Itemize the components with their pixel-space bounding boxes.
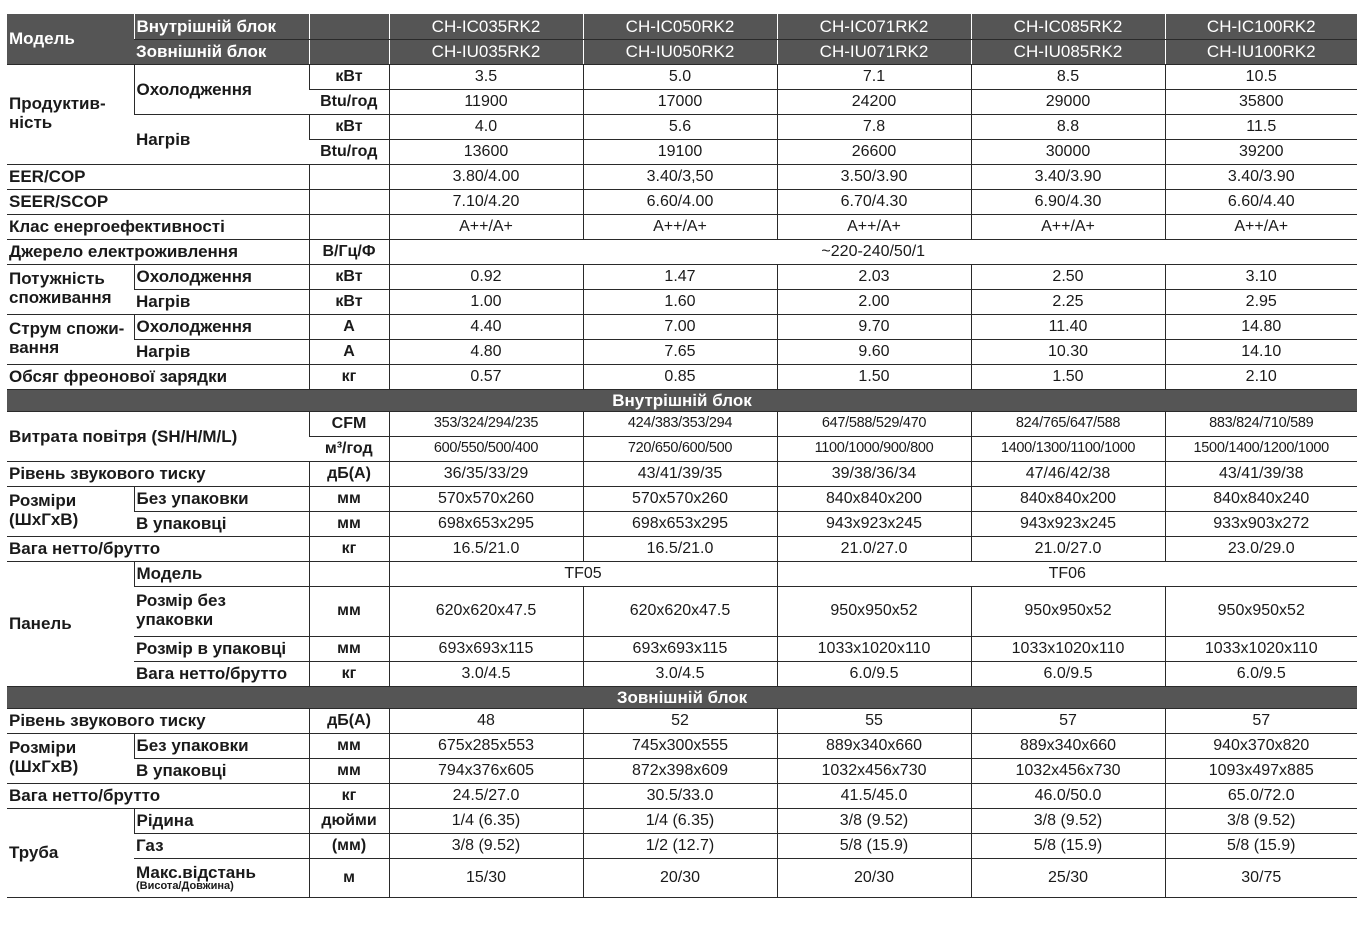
refrigerant-label: Обсяг фреонової зарядки [7, 364, 309, 389]
capacity-cooling-label: Охолодження [134, 64, 309, 114]
cell: 2.10 [1165, 364, 1357, 389]
cell: 5/8 (15.9) [777, 833, 971, 858]
cell: 7.65 [583, 339, 777, 364]
capacity-heating-label: Нагрів [134, 114, 309, 164]
outdoor-weight-label: Вага нетто/брутто [7, 783, 309, 808]
outdoor-noise-label: Рівень звукового тиску [7, 708, 309, 733]
outdoor-noise-row [7, 708, 1357, 733]
sub-label: Охолодження [134, 264, 309, 289]
max-distance-cell [134, 858, 309, 897]
indoor-model: CH-IC100RK2 [1165, 14, 1357, 39]
cell: 698x653x295 [583, 511, 777, 536]
cell: 675x285x553 [389, 733, 583, 758]
sub-label: Вага нетто/брутто [134, 661, 309, 686]
eer-row [7, 164, 1357, 189]
capacity-label: Продуктив-ність [7, 64, 134, 164]
unit: м [309, 858, 389, 897]
indoor-dimensions-label: Розміри (ШхГхВ) [7, 486, 134, 536]
panel-size-unpacked-row [7, 586, 1357, 611]
cell: 2.25 [971, 289, 1165, 314]
sub-label: Нагрів [134, 339, 309, 364]
cell: 1500/1400/1200/1000 [1165, 436, 1357, 461]
cell: 3.50/3.90 [777, 164, 971, 189]
cell: 883/824/710/589 [1165, 411, 1357, 436]
cell: 11900 [389, 89, 583, 114]
cell: 36/35/33/29 [389, 461, 583, 486]
pipe-gas-row [7, 833, 1357, 858]
cell: 9.60 [777, 339, 971, 364]
cell: 11.5 [1165, 114, 1357, 139]
cell: 0.57 [389, 364, 583, 389]
cell: 794x376x605 [389, 758, 583, 783]
unit: мм [309, 486, 389, 511]
cell: 16.5/21.0 [583, 536, 777, 561]
cell: 1032x456x730 [777, 758, 971, 783]
refrigerant-row [7, 364, 1357, 389]
cell: 4.80 [389, 339, 583, 364]
capacity-heating-kw-row [7, 114, 1357, 139]
unit-blank [309, 561, 389, 586]
cell: 8.5 [971, 64, 1165, 89]
cell: 872x398x609 [583, 758, 777, 783]
pipe-max-distance-row [7, 858, 1357, 883]
header-unit-blank [309, 14, 389, 39]
cell: 46.0/50.0 [971, 783, 1165, 808]
sub-label: Розмір без упаковки [134, 586, 309, 636]
max-distance-note: (Висота/Довжина) [136, 879, 234, 892]
unit: кг [309, 783, 389, 808]
cell: 10.5 [1165, 64, 1357, 89]
panel-model-value: TF06 [777, 561, 1357, 586]
cell: 47/46/42/38 [971, 461, 1165, 486]
unit: кВт [309, 264, 389, 289]
panel-size-packed-row [7, 636, 1357, 661]
cell: A++/A+ [583, 214, 777, 239]
header-row-indoor [7, 14, 1357, 39]
cell: 698x653x295 [389, 511, 583, 536]
cell: 1032x456x730 [971, 758, 1165, 783]
cell: 1.47 [583, 264, 777, 289]
cell: 7.1 [777, 64, 971, 89]
cell: 41.5/45.0 [777, 783, 971, 808]
energy-class-row [7, 214, 1357, 239]
indoor-model: CH-IC085RK2 [971, 14, 1165, 39]
spec-table-body [7, 14, 1357, 897]
cell: 10.30 [971, 339, 1165, 364]
cell: 3/8 (9.52) [971, 808, 1165, 833]
indoor-section-row [7, 389, 1357, 411]
cell: A++/A+ [777, 214, 971, 239]
cell: 43/41/39/35 [583, 461, 777, 486]
panel-label: Панель [7, 561, 134, 686]
cell: 1/4 (6.35) [583, 808, 777, 833]
cell: 13600 [389, 139, 583, 164]
cell: 43/41/39/38 [1165, 461, 1357, 486]
outdoor-unit-label: Зовнішній блок [134, 39, 309, 64]
cell: 6.60/4.00 [583, 189, 777, 214]
unit: Btu/год [309, 139, 389, 164]
cell: 1093x497x885 [1165, 758, 1357, 783]
cell: A++/A+ [971, 214, 1165, 239]
cell: 889x340x660 [777, 733, 971, 758]
indoor-weight-row [7, 536, 1357, 561]
power-supply-row [7, 239, 1357, 264]
sub-label: Модель [134, 561, 309, 586]
cell: 1.60 [583, 289, 777, 314]
cell: 3.0/4.5 [389, 661, 583, 686]
airflow-cfm-row [7, 411, 1357, 436]
cell: 6.0/9.5 [1165, 661, 1357, 686]
cell: 943x923x245 [971, 511, 1165, 536]
power-input-heating-row [7, 289, 1357, 314]
indoor-model: CH-IC050RK2 [583, 14, 777, 39]
cell: 29000 [971, 89, 1165, 114]
energy-class-label: Клас енергоефективності [7, 214, 309, 239]
cell: 824/765/647/588 [971, 411, 1165, 436]
cell: 950x950x52 [1165, 586, 1357, 636]
pipe-liquid-row [7, 808, 1357, 833]
capacity-cooling-kw-row [7, 64, 1357, 89]
cell: 39200 [1165, 139, 1357, 164]
cell: 647/588/529/470 [777, 411, 971, 436]
outdoor-section-title: Зовнішній блок [7, 686, 1357, 708]
cell: 5.6 [583, 114, 777, 139]
cell: 6.60/4.40 [1165, 189, 1357, 214]
cell: 16.5/21.0 [389, 536, 583, 561]
outdoor-model: CH-IU035RK2 [389, 39, 583, 64]
cell: 57 [1165, 708, 1357, 733]
cell: 1033x1020x110 [777, 636, 971, 661]
unit: дБ(А) [309, 461, 389, 486]
model-label: Модель [7, 14, 134, 64]
cell: 3.40/3.90 [971, 164, 1165, 189]
outdoor-dim-packed-row [7, 758, 1357, 783]
indoor-model: CH-IC035RK2 [389, 14, 583, 39]
outdoor-model: CH-IU085RK2 [971, 39, 1165, 64]
cell: 6.0/9.5 [971, 661, 1165, 686]
unit: кг [309, 536, 389, 561]
cell: 4.40 [389, 314, 583, 339]
cell: 11.40 [971, 314, 1165, 339]
indoor-dim-unpacked-row [7, 486, 1357, 511]
spec-table [7, 14, 1357, 898]
current-cooling-row [7, 314, 1357, 339]
unit-blank [309, 164, 389, 189]
cell: 14.10 [1165, 339, 1357, 364]
unit: кВт [309, 64, 389, 89]
cell: 6.70/4.30 [777, 189, 971, 214]
cell: 24.5/27.0 [389, 783, 583, 808]
cell: 4.0 [389, 114, 583, 139]
unit: кВт [309, 289, 389, 314]
cell: 940x370x820 [1165, 733, 1357, 758]
unit: мм [309, 586, 389, 636]
cell: 693x693x115 [389, 636, 583, 661]
header-unit-blank [309, 39, 389, 64]
cell: 3.40/3.90 [1165, 164, 1357, 189]
cell: 35800 [1165, 89, 1357, 114]
unit: мм [309, 511, 389, 536]
panel-model-row [7, 561, 1357, 586]
cell: 1033x1020x110 [1165, 636, 1357, 661]
cell: 57 [971, 708, 1165, 733]
cell: 3.40/3,50 [583, 164, 777, 189]
cell: 3.10 [1165, 264, 1357, 289]
cell: 7.00 [583, 314, 777, 339]
cell: 1.50 [777, 364, 971, 389]
indoor-noise-label: Рівень звукового тиску [7, 461, 309, 486]
sub-label: В упаковці [134, 758, 309, 783]
outdoor-model: CH-IU050RK2 [583, 39, 777, 64]
sub-label: Рідина [134, 808, 309, 833]
cell: 25/30 [971, 858, 1165, 897]
cell: 693x693x115 [583, 636, 777, 661]
cell: 2.95 [1165, 289, 1357, 314]
indoor-unit-label: Внутрішній блок [134, 14, 309, 39]
cell: 30000 [971, 139, 1165, 164]
cell: 30/75 [1165, 858, 1357, 897]
cell: 3/8 (9.52) [389, 833, 583, 858]
unit: мм [309, 733, 389, 758]
outdoor-model: CH-IU071RK2 [777, 39, 971, 64]
cell: 600/550/500/400 [389, 436, 583, 461]
cell: 1100/1000/900/800 [777, 436, 971, 461]
sub-label: Без упаковки [134, 733, 309, 758]
unit: дБ(А) [309, 708, 389, 733]
cell: 933x903x272 [1165, 511, 1357, 536]
cell: 7.10/4.20 [389, 189, 583, 214]
sub-label: Охолодження [134, 314, 309, 339]
cell: 5.0 [583, 64, 777, 89]
cell: 3/8 (9.52) [777, 808, 971, 833]
unit: А [309, 314, 389, 339]
unit-blank [309, 189, 389, 214]
cell: 21.0/27.0 [777, 536, 971, 561]
cell: 30.5/33.0 [583, 783, 777, 808]
cell: 840x840x240 [1165, 486, 1357, 511]
cell: 943x923x245 [777, 511, 971, 536]
cell: 48 [389, 708, 583, 733]
unit-blank [309, 214, 389, 239]
cell: 1/4 (6.35) [389, 808, 583, 833]
cell: 0.92 [389, 264, 583, 289]
cell: 39/38/36/34 [777, 461, 971, 486]
unit: мм [309, 636, 389, 661]
unit: А [309, 339, 389, 364]
unit: кг [309, 661, 389, 686]
cell: 3.0/4.5 [583, 661, 777, 686]
outdoor-dimensions-label: Розміри (ШхГхВ) [7, 733, 134, 783]
outdoor-weight-row [7, 783, 1357, 808]
cell: 570x570x260 [389, 486, 583, 511]
cell: 424/383/353/294 [583, 411, 777, 436]
unit: м³/год [309, 436, 389, 461]
panel-weight-row [7, 661, 1357, 686]
cell: 1.50 [971, 364, 1165, 389]
indoor-section-title: Внутрішній блок [7, 389, 1357, 411]
cell: 570x570x260 [583, 486, 777, 511]
power-supply-value: ~220-240/50/1 [389, 239, 1357, 264]
power-input-cooling-row [7, 264, 1357, 289]
unit: (мм) [309, 833, 389, 858]
max-distance-label: Макс.відстань [136, 862, 256, 882]
cell: 620x620x47.5 [389, 586, 583, 636]
cell: 20/30 [777, 858, 971, 897]
cell: 720/650/600/500 [583, 436, 777, 461]
cell: 21.0/27.0 [971, 536, 1165, 561]
cell: 2.50 [971, 264, 1165, 289]
cell: 24200 [777, 89, 971, 114]
unit: мм [309, 758, 389, 783]
cell: 1400/1300/1100/1000 [971, 436, 1165, 461]
cell: 950x950x52 [971, 586, 1165, 636]
cell: 1/2 (12.7) [583, 833, 777, 858]
cell: 889x340x660 [971, 733, 1165, 758]
unit: кг [309, 364, 389, 389]
sub-label: Розмір в упаковці [134, 636, 309, 661]
cell: 745x300x555 [583, 733, 777, 758]
cell: 6.0/9.5 [777, 661, 971, 686]
cell: 1.00 [389, 289, 583, 314]
indoor-noise-row [7, 461, 1357, 486]
header-row-outdoor [7, 39, 1357, 64]
indoor-model: CH-IC071RK2 [777, 14, 971, 39]
eer-label: EER/COP [7, 164, 309, 189]
indoor-dim-packed-row [7, 511, 1357, 536]
cell: 353/324/294/235 [389, 411, 583, 436]
unit: CFM [309, 411, 389, 436]
cell: 14.80 [1165, 314, 1357, 339]
panel-model-value: TF05 [389, 561, 777, 586]
sub-label: Газ [134, 833, 309, 858]
cell: 9.70 [777, 314, 971, 339]
cell: 2.00 [777, 289, 971, 314]
cell: A++/A+ [389, 214, 583, 239]
cell: 0.85 [583, 364, 777, 389]
outdoor-section-row [7, 686, 1357, 708]
cell: 19100 [583, 139, 777, 164]
cell: 840x840x200 [777, 486, 971, 511]
outdoor-model: CH-IU100RK2 [1165, 39, 1357, 64]
cell: A++/A+ [1165, 214, 1357, 239]
outdoor-dim-unpacked-row [7, 733, 1357, 758]
cell: 15/30 [389, 858, 583, 897]
unit: кВт [309, 114, 389, 139]
cell: 3.80/4.00 [389, 164, 583, 189]
cell: 52 [583, 708, 777, 733]
sub-label: В упаковці [134, 511, 309, 536]
cell: 5/8 (15.9) [1165, 833, 1357, 858]
cell: 3.5 [389, 64, 583, 89]
unit: В/Гц/Ф [309, 239, 389, 264]
cell: 17000 [583, 89, 777, 114]
cell: 7.8 [777, 114, 971, 139]
cell: 23.0/29.0 [1165, 536, 1357, 561]
unit: Btu/год [309, 89, 389, 114]
current-heating-row [7, 339, 1357, 364]
cell: 950x950x52 [777, 586, 971, 636]
cell: 2.03 [777, 264, 971, 289]
power-supply-label: Джерело електроживлення [7, 239, 309, 264]
power-input-label: Потужність споживання [7, 264, 134, 314]
airflow-label: Витрата повітря (SH/H/M/L) [7, 411, 309, 461]
sub-label: Без упаковки [134, 486, 309, 511]
unit: дюйми [309, 808, 389, 833]
cell: 6.90/4.30 [971, 189, 1165, 214]
cell: 840x840x200 [971, 486, 1165, 511]
cell: 620x620x47.5 [583, 586, 777, 636]
cell: 26600 [777, 139, 971, 164]
pipe-label: Труба [7, 808, 134, 897]
cell: 3/8 (9.52) [1165, 808, 1357, 833]
indoor-weight-label: Вага нетто/брутто [7, 536, 309, 561]
cell: 1033x1020x110 [971, 636, 1165, 661]
cell: 20/30 [583, 858, 777, 897]
current-label: Струм спожи-вання [7, 314, 134, 364]
cell: 5/8 (15.9) [971, 833, 1165, 858]
cell: 65.0/72.0 [1165, 783, 1357, 808]
cell: 55 [777, 708, 971, 733]
cell: 8.8 [971, 114, 1165, 139]
seer-row [7, 189, 1357, 214]
seer-label: SEER/SCOP [7, 189, 309, 214]
sub-label: Нагрів [134, 289, 309, 314]
